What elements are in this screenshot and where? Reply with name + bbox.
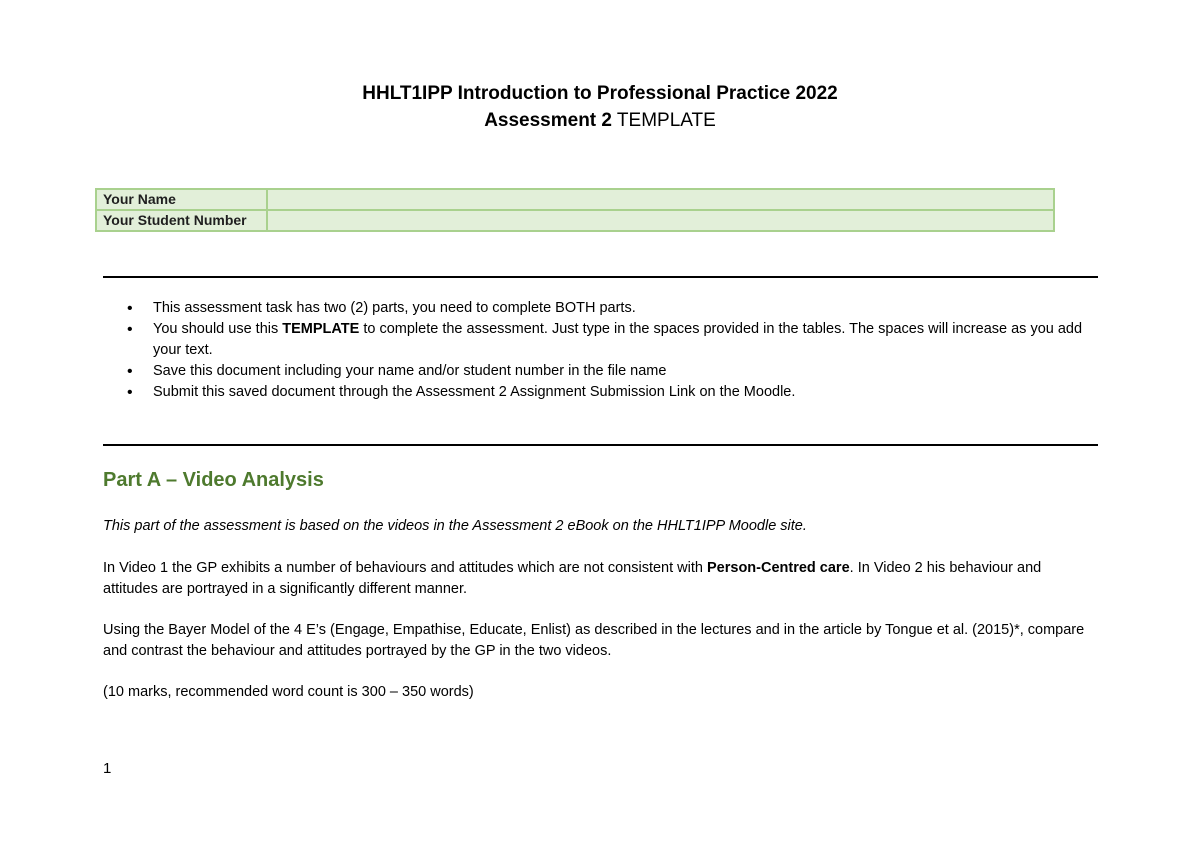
part-a-bayer-paragraph: Using the Bayer Model of the 4 E’s (Engage, Empathise, Educate, Enlist) as described in the lectures and in the article by Tongue et al. (2015)*, compare and contrast the behaviour and attitudes portrayed by the GP in the two videos.	[103, 622, 1085, 659]
part-a-marks: (10 marks, recommended word count is 300 – 350 words)	[103, 684, 474, 700]
assessment-name: Assessment 2	[484, 110, 612, 131]
assessment-template-label: TEMPLATE	[611, 110, 716, 131]
course-title: Introduction to Professional Practice 2022	[452, 83, 838, 104]
assessment-title-line	[0, 107, 1200, 134]
divider-bottom	[103, 444, 1098, 446]
instructions-list	[103, 298, 1093, 403]
divider-top	[103, 276, 1098, 278]
video-paragraph-pre: In Video 1 the GP exhibits a number of behaviours and attitudes which are not consistent with	[103, 560, 707, 576]
list-item	[103, 382, 1093, 403]
part-a-heading: Part A – Video Analysis	[103, 469, 324, 491]
instruction-template-post: to complete the assessment. Just type in the spaces provided in the tables. The spaces will increase as you add your text.	[153, 321, 1083, 358]
part-a-video-paragraph	[103, 558, 1093, 600]
student-details-table	[95, 188, 1055, 232]
list-item	[103, 361, 1093, 382]
list-item	[103, 298, 1093, 319]
page-number: 1	[103, 760, 112, 777]
your-name-label: Your Name	[96, 189, 267, 210]
video-paragraph-post: . In Video 2 his behaviour and attitudes are portrayed in a significantly different manner.	[103, 560, 1042, 597]
instruction-two-parts: This assessment task has two (2) parts, you need to complete BOTH parts.	[153, 300, 636, 316]
person-centred-care-term: Person-Centred care	[707, 560, 850, 576]
student-number-label: Your Student Number	[96, 210, 267, 231]
list-item	[103, 319, 1093, 361]
table-row	[96, 189, 1054, 210]
your-name-field[interactable]	[267, 189, 1054, 210]
course-code: HHLT1IPP	[362, 83, 453, 104]
instruction-template-pre: You should use this	[153, 321, 283, 337]
student-number-field[interactable]	[267, 210, 1054, 231]
part-a-intro: This part of the assessment is based on the videos in the Assessment 2 eBook on the HHLT1IPP Moodle site.	[103, 518, 807, 534]
instruction-submit: Submit this saved document through the Assessment 2 Assignment Submission Link on the Moodle.	[153, 384, 796, 400]
document-title	[0, 80, 1200, 134]
table-row	[96, 210, 1054, 231]
instruction-save: Save this document including your name and/or student number in the file name	[153, 363, 667, 379]
instruction-template-bold: TEMPLATE	[282, 321, 360, 337]
course-title-line	[0, 80, 1200, 107]
